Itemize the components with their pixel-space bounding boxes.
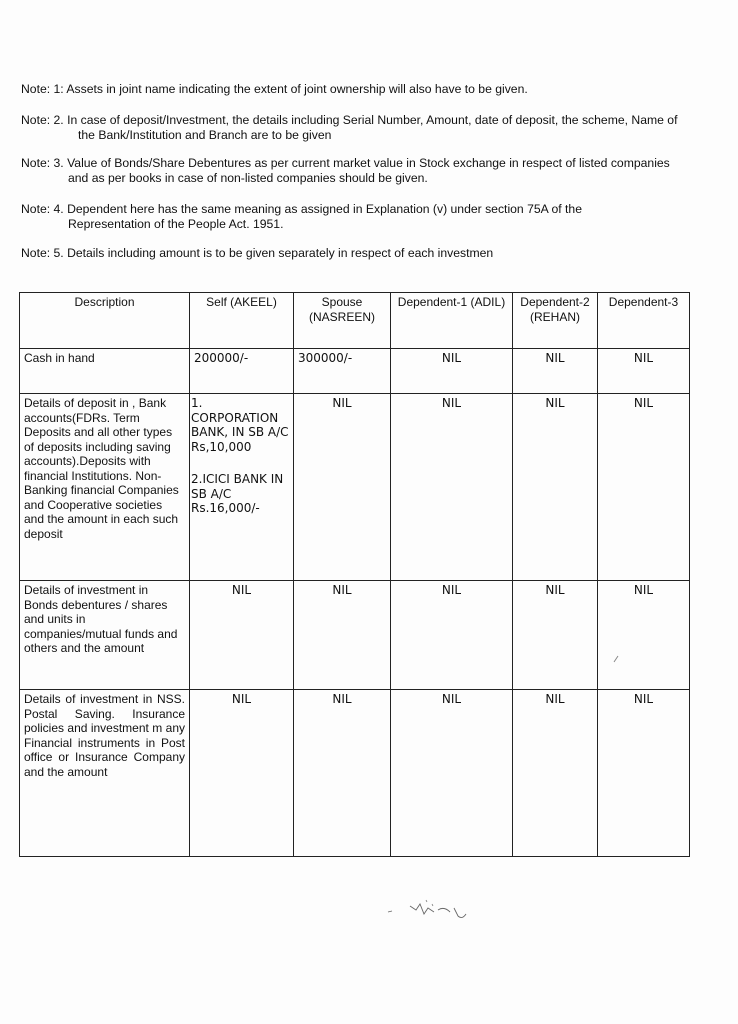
dependent-2-value: NIL <box>513 690 598 857</box>
assets-table <box>19 292 690 857</box>
header-dependent-3: Dependent-3 <box>598 293 690 349</box>
note-1 <box>21 82 693 97</box>
header-description: Description <box>20 293 190 349</box>
table-row <box>20 394 690 581</box>
note-3 <box>21 156 693 186</box>
note-4-text: Note: 4. Dependent here has the same meaning as assigned in Explanation (v) under section 75A of the <box>21 202 582 216</box>
spouse-value: NIL <box>294 581 391 690</box>
row-description: Details of investment in NSS. Postal Saving. Insurance policies and investment m any Financial instruments in Post office or Insurance Company and the amount <box>20 690 190 857</box>
header-self: Self (AKEEL) <box>190 293 294 349</box>
note-2 <box>21 113 693 143</box>
dependent-1-value: NIL <box>391 581 513 690</box>
dependent-2-value: NIL <box>513 349 598 394</box>
self-value: NIL <box>190 581 294 690</box>
self-value: 200000/- <box>190 349 294 394</box>
spacer <box>191 454 289 472</box>
dependent-2-value: NIL <box>513 394 598 581</box>
note-5-text: Note: 5. Details including amount is to be given separately in respect of each investmen <box>21 246 494 260</box>
note-1-text: Note: 1: Assets in joint name indicating the extent of joint ownership will also have to be given. <box>21 82 528 96</box>
signature-icon <box>380 890 480 930</box>
dependent-1-value: NIL <box>391 394 513 581</box>
table-row <box>20 581 690 690</box>
self-deposit-2: 2.ICICI BANK IN SB A/C Rs.16,000/- <box>191 472 284 515</box>
row-description: Cash in hand <box>20 349 190 394</box>
header-dependent-1: Dependent-1 (ADIL) <box>391 293 513 349</box>
table-row <box>20 349 690 394</box>
note-2-text: Note: 2. In case of deposit/Investment, the details including Serial Number, Amount, date of deposit, the scheme, Name of <box>21 113 678 127</box>
spouse-value: 300000/- <box>294 349 391 394</box>
spouse-value: NIL <box>294 690 391 857</box>
table-header-row <box>20 293 690 349</box>
dependent-3-value: NIL <box>598 690 690 857</box>
note-2-continuation: the Bank/Institution and Branch are to be given <box>78 128 332 142</box>
note-3-continuation: and as per books in case of non-listed companies should be given. <box>68 171 428 185</box>
spouse-value: NIL <box>294 394 391 581</box>
dependent-1-value: NIL <box>391 349 513 394</box>
table-row <box>20 690 690 857</box>
self-value: NIL <box>190 690 294 857</box>
self-deposit-1: 1. CORPORATION BANK, IN SB A/C Rs,10,000 <box>191 396 289 454</box>
note-5 <box>21 246 693 261</box>
dependent-3-value: NIL <box>598 581 690 690</box>
header-dependent-2: Dependent-2 (REHAN) <box>513 293 598 349</box>
dependent-3-value: NIL <box>598 349 690 394</box>
pen-mark <box>612 654 620 664</box>
note-3-text: Note: 3. Value of Bonds/Share Debentures as per current market value in Stock exchange in respect of listed companies <box>21 156 670 170</box>
self-value <box>190 394 294 581</box>
dependent-1-value: NIL <box>391 690 513 857</box>
row-description: Details of deposit in , Bank accounts(FDRs. Term Deposits and all other types of deposits including saving accounts).Deposits with financial Institutions. Non-Banking financial Companies and Cooperative societies and the amount in each such deposit <box>20 394 190 581</box>
row-description: Details of investment in Bonds debentures / shares and units in companies/mutual funds and others and the amount <box>20 581 190 690</box>
dependent-2-value: NIL <box>513 581 598 690</box>
header-spouse: Spouse (NASREEN) <box>294 293 391 349</box>
note-4-continuation: Representation of the People Act. 1951. <box>68 217 284 231</box>
dependent-3-value: NIL <box>598 394 690 581</box>
note-4 <box>21 202 693 232</box>
